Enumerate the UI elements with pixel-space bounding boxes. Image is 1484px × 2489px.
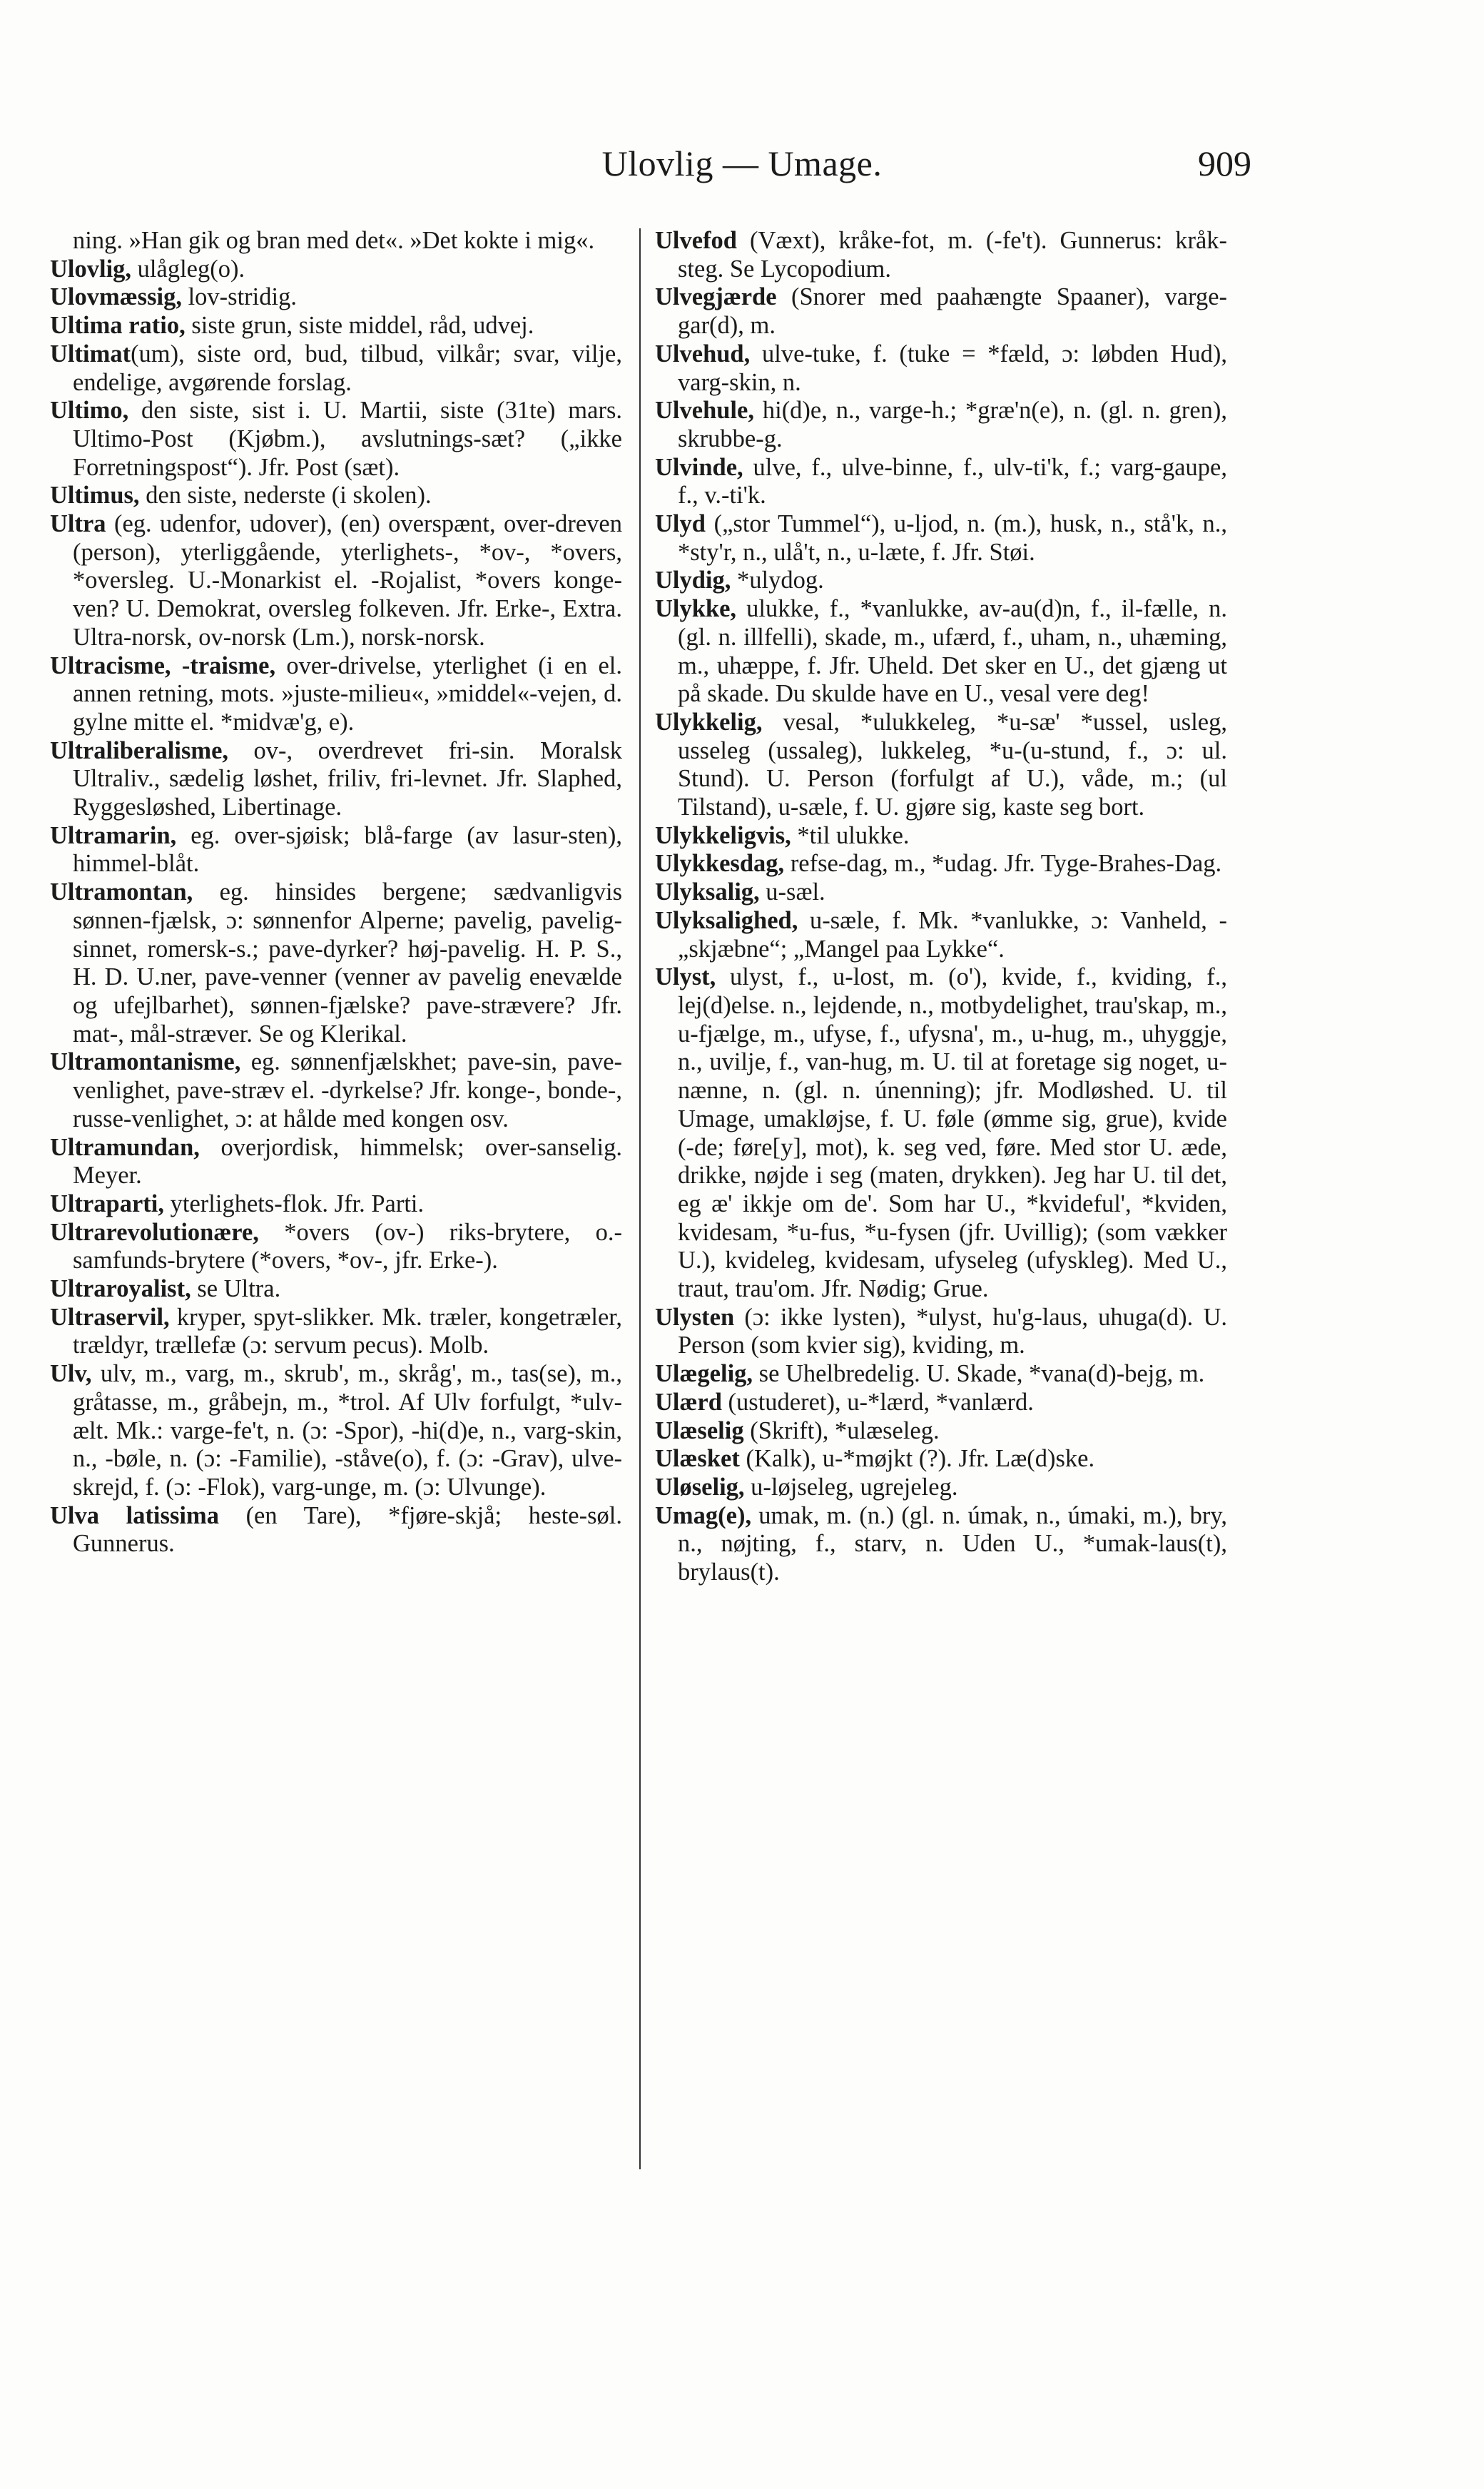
headword: Ulærd (655, 1388, 722, 1416)
dictionary-entry (655, 963, 1227, 1303)
headword: Ulydig, (655, 567, 731, 594)
definition: ulv, m., varg, m., skrub', m., skråg', m., tas(se), m., gråtasse, m., gråbejn, m., *trol. Af Ulv forfulgt, *ulv-ælt. Mk.: varge-fe't, n. (ɔ: -Spor), -hi(d)e, n., varg-skin, n., -bøle, n. (ɔ: -Familie), -ståve(o), f. (ɔ: -Grav), ulve-skrejd, f. (ɔ: -Flok), varg-unge, m. (ɔ: Ulvunge). (73, 1360, 622, 1501)
headword: Ulyd (655, 510, 706, 538)
definition: overjordisk, himmelsk; over-sanselig. Meyer. (73, 1133, 622, 1190)
running-head (0, 143, 1484, 200)
definition: u-sæle, f. Mk. *vanlukke, ɔ: Vanheld, -„skjæbne“; „Mangel paa Lykke“. (678, 906, 1227, 963)
definition: hi(d)e, n., varge-h.; *græ'n(e), n. (gl. n. gren), skrubbe-g. (678, 397, 1227, 452)
definition: *til ulukke. (791, 821, 910, 849)
dictionary-entry (50, 1134, 622, 1190)
dictionary-entry (50, 1275, 622, 1304)
dictionary-entry (655, 283, 1227, 340)
definition: ulågleg(o). (131, 255, 245, 283)
definition: kryper, spyt-slikker. Mk. træler, kongetræler, trældyr, trællefæ (ɔ: servum pecus). Molb. (73, 1303, 622, 1359)
definition: eg. over-sjøisk; blå-farge (av lasur-sten), himmel-blåt. (73, 821, 622, 878)
headword: Ulva latissima (50, 1501, 219, 1529)
headword: Ulvefod (655, 227, 737, 254)
headword: Ulvegjærde (655, 283, 777, 311)
definition: eg. sønnenfjælskhet; pave-sin, pave-venlighet, pave-stræv el. -dyrkelse? Jfr. konge-, bonde-, russe-venlighet, ɔ: at hålde med kongen osv. (73, 1048, 622, 1132)
definition: (ustuderet), u-*lærd, *vanlærd. (721, 1388, 1034, 1416)
definition: ulve, f., ulve-binne, f., ulv-ti'k, f.; varg-gaupe, f., v.-ti'k. (678, 453, 1227, 510)
left-column (50, 227, 622, 2425)
definition: den siste, nederste (i skolen). (139, 482, 432, 510)
headword: Ultra (50, 510, 106, 538)
definition: siste grun, siste middel, råd, udvej. (185, 312, 534, 340)
headword: Uløselig, (655, 1473, 745, 1501)
dictionary-entry (655, 878, 1227, 907)
definition: ov-, overdrevet fri-sin. Moralsk Ultraliv., sædelig løshet, friliv, fri-levnet. Jfr. Slaphed, Ryggesløshed, Libertinage. (73, 736, 622, 821)
headword: Ulovlig, (50, 255, 132, 283)
definition: (Kalk), u-*møjkt (?). Jfr. Læ(d)ske. (739, 1445, 1095, 1473)
headword: Ultrarevolutionære, (50, 1218, 259, 1246)
dictionary-entry (50, 822, 622, 878)
headword: Ultraparti, (50, 1190, 165, 1217)
headword: Ultimat (50, 340, 131, 367)
dictionary-entry (655, 1304, 1227, 1360)
dictionary-entry (655, 227, 1227, 283)
headword: Ultimus, (50, 482, 140, 510)
headword: Ulykkesdag, (655, 850, 785, 878)
dictionary-entry (50, 482, 622, 510)
headword: Ulæsket (655, 1445, 740, 1473)
headword: Ulykkeligvis, (655, 821, 791, 849)
dictionary-entry (655, 1445, 1227, 1474)
definition: ulukke, f., *vanlukke, av-au(d)n, f., il-fælle, n. (gl. n. illfelli), skade, m., ufærd, f., uham, n., uhæming, m., uhæppe, f. Jfr. Uheld. Det sker en U., det gjæng ut på skade. Du skulde have en U., vesal vere deg! (678, 595, 1227, 708)
headword: Ulysten (655, 1303, 735, 1331)
definition: ulyst, f., u-lost, m. (o'), kvide, f., kviding, f., lej(d)else. n., lejdende, n., motbydelighet, trau'skap, m., u-fjælge, m., ufyse, f., ufysna', m., u-hug, m., uhyggje, n., uvilje, f., van-hug, m. U. til at foretage sig noget, u-nænne, n. (gl. n. únenning); jfr. Modløshed. U. til Umage, umakløjse, f. U. føle (ømme sig, grue), kvide (-de; føre[y], mot), k. seg ved, føre. Med stor U. æde, drikke, nøjde i seg (maten, drykken). Jeg har U. til det, eg æ' ikkje om de'. Som har U., *kvideful', *kviden, kvidesam, *u-fus, *u-fysen (jfr. Uvillig); (som vækker U.), kvideleg, kvidesam, ufyseleg (ufyskleg). Med U., traut, trau'om. Jfr. Nødig; Grue. (678, 963, 1227, 1303)
dictionary-entry (50, 878, 622, 1048)
headword: Ulyst, (655, 963, 716, 991)
headword: Ultramontanisme, (50, 1048, 241, 1076)
definition: (Snorer med paahængte Spaaner), varge-gar(d), m. (678, 283, 1227, 340)
page-title: Ulovlig — Umage. (601, 143, 883, 183)
definition: (en Tare), *fjøre-skjå; heste-søl. Gunnerus. (73, 1501, 622, 1558)
dictionary-entry (655, 709, 1227, 822)
dictionary-entry (50, 1304, 622, 1360)
headword: Umag(e), (655, 1501, 752, 1529)
dictionary-entry (50, 340, 622, 397)
headword: Ulv, (50, 1360, 92, 1388)
headword: Ultracisme, -traisme, (50, 652, 276, 679)
headword: Ulyksalig, (655, 878, 760, 906)
dictionary-entry (50, 1048, 622, 1133)
headword: Ultraservil, (50, 1303, 170, 1331)
headword: Ulykkelig, (655, 708, 763, 736)
headword: Ulæselig (655, 1416, 744, 1444)
headword: Ultima ratio, (50, 312, 186, 340)
dictionary-entry (655, 1389, 1227, 1417)
dictionary-entry (655, 1417, 1227, 1446)
dictionary-entry (50, 652, 622, 737)
dictionary-entry (50, 1360, 622, 1502)
column-divider (639, 228, 641, 2169)
dictionary-entry (655, 1474, 1227, 1502)
headword: Ulvehud, (655, 340, 751, 367)
definition: vesal, *ulukkeleg, *u-sæ' *ussel, usleg, usseleg (ussaleg), lukkeleg, *u-(u-stund, f., ɔ: ul. Stund). U. Person (forfulgt af U.), våde, m.; (ul Tilstand), u-sæle, f. U. gjøre sig, kaste seg bort. (678, 708, 1227, 821)
definition: refse-dag, m., *udag. Jfr. Tyge-Brahes-Dag. (784, 850, 1222, 878)
dictionary-entry (655, 850, 1227, 878)
dictionary-entry (50, 1219, 622, 1275)
definition: umak, m. (n.) (gl. n. úmak, n., úmaki, m.), bry, n., nøjting, f., starv, n. Uden U., *umak-laus(t), brylaus(t). (678, 1501, 1227, 1586)
headword: Ultramontan, (50, 878, 193, 906)
definition: (ɔ: ikke lysten), *ulyst, hu'g-laus, uhuga(d). U. Person (som kvier sig), kviding, m. (678, 1303, 1227, 1359)
definition: eg. hinsides bergene; sædvanligvis sønnen-fjælsk, ɔ: sønnenfor Alperne; pavelig, pavelig-sinnet, romersk-s.; pave-dyrker? høj-pavelig. H. P. S., H. D. U.ner, pave-venner (venner av pavelig enevælde og ufejlbarhet), sønnen-fjælske? pave-strævere? Jfr. mat-, mål-stræver. Se og Klerikal. (73, 878, 622, 1048)
dictionary-entry (50, 312, 622, 340)
definition: se Ultra. (190, 1275, 281, 1303)
dictionary-entry (655, 567, 1227, 595)
definition: *ulydog. (731, 567, 824, 594)
headword: Ulovmæssig, (50, 283, 182, 311)
dictionary-entry (655, 340, 1227, 397)
dictionary-entry (655, 454, 1227, 510)
definition: se Uhelbredelig. U. Skade, *vana(d)-bejg, m. (753, 1360, 1205, 1388)
dictionary-entry (50, 227, 622, 255)
definition: (eg. udenfor, udover), (en) overspænt, over-dreven (person), yterliggående, yterlighets-, *ov-, *overs, *oversleg. U.-Monarkist el. -Rojalist, *overs konge-ven? U. Demokrat, oversleg folkeven. Jfr. Erke-, Extra. Ultra-norsk, ov-norsk (Lm.), norsk-norsk. (73, 510, 622, 651)
definition: u-sæl. (759, 878, 825, 906)
dictionary-entry (50, 283, 622, 312)
dictionary-entry (655, 822, 1227, 851)
definition: den siste, sist i. U. Martii, siste (31te) mars. Ultimo-Post (Kjøbm.), avslutnings-sæt? („ikke Forretningspost“). Jfr. Post (sæt). (73, 397, 622, 481)
right-column (655, 227, 1227, 2425)
dictionary-entry (50, 1502, 622, 1558)
page-number: 909 (1198, 143, 1251, 183)
definition: yterlighets-flok. Jfr. Parti. (164, 1190, 425, 1217)
dictionary-entry (50, 397, 622, 482)
definition: („stor Tummel“), u-ljod, n. (m.), husk, n., stå'k, n., *sty'r, n., ulå't, n., u-læte, f. Jfr. Støi. (678, 510, 1227, 566)
headword: Ulvinde, (655, 453, 743, 481)
headword: Ulyksalighed, (655, 906, 798, 934)
definition: over-drivelse, yterlighet (i en el. annen retning, mots. »juste-milieu«, »middel«-vejen, d. gylne mitte el. *midvæ'g, e). (73, 652, 622, 736)
dictionary-entry (50, 737, 622, 822)
headword: Ulykke, (655, 595, 737, 623)
definition: lov-stridig. (181, 283, 297, 311)
headword: Ultramundan, (50, 1133, 200, 1161)
headword: Ultraroyalist, (50, 1275, 191, 1303)
definition: (um), siste ord, bud, tilbud, vilkår; svar, vilje, endelige, avgørende forslag. (73, 340, 622, 396)
headword: Ultraliberalisme, (50, 736, 229, 764)
headword: Ulvehule, (655, 397, 754, 425)
dictionary-entry (655, 1360, 1227, 1389)
headword: Ulægelig, (655, 1360, 753, 1388)
definition: ulve-tuke, f. (tuke = *fæld, ɔ: løbden Hud), varg-skin, n. (678, 340, 1227, 396)
dictionary-entry (655, 595, 1227, 709)
definition: ning. »Han gik og bran med det«. »Det kokte i mig«. (73, 227, 595, 254)
headword: Ultimo, (50, 397, 129, 425)
definition: (Væxt), kråke-fot, m. (-fe't). Gunnerus: kråk-steg. Se Lycopodium. (678, 227, 1227, 283)
dictionary-entry (655, 1502, 1227, 1587)
dictionary-entry (655, 907, 1227, 963)
dictionary-entry (50, 1190, 622, 1219)
dictionary-entry (50, 255, 622, 284)
definition: u-løjseleg, ugrejeleg. (744, 1473, 958, 1501)
definition: (Skrift), *ulæseleg. (743, 1416, 940, 1444)
dictionary-entry (655, 397, 1227, 453)
dictionary-entry (655, 510, 1227, 567)
definition: *overs (ov-) riks-brytere, o.-samfunds-brytere (*overs, *ov-, jfr. Erke-). (73, 1218, 622, 1274)
dictionary-entry (50, 510, 622, 652)
headword: Ultramarin, (50, 821, 177, 849)
